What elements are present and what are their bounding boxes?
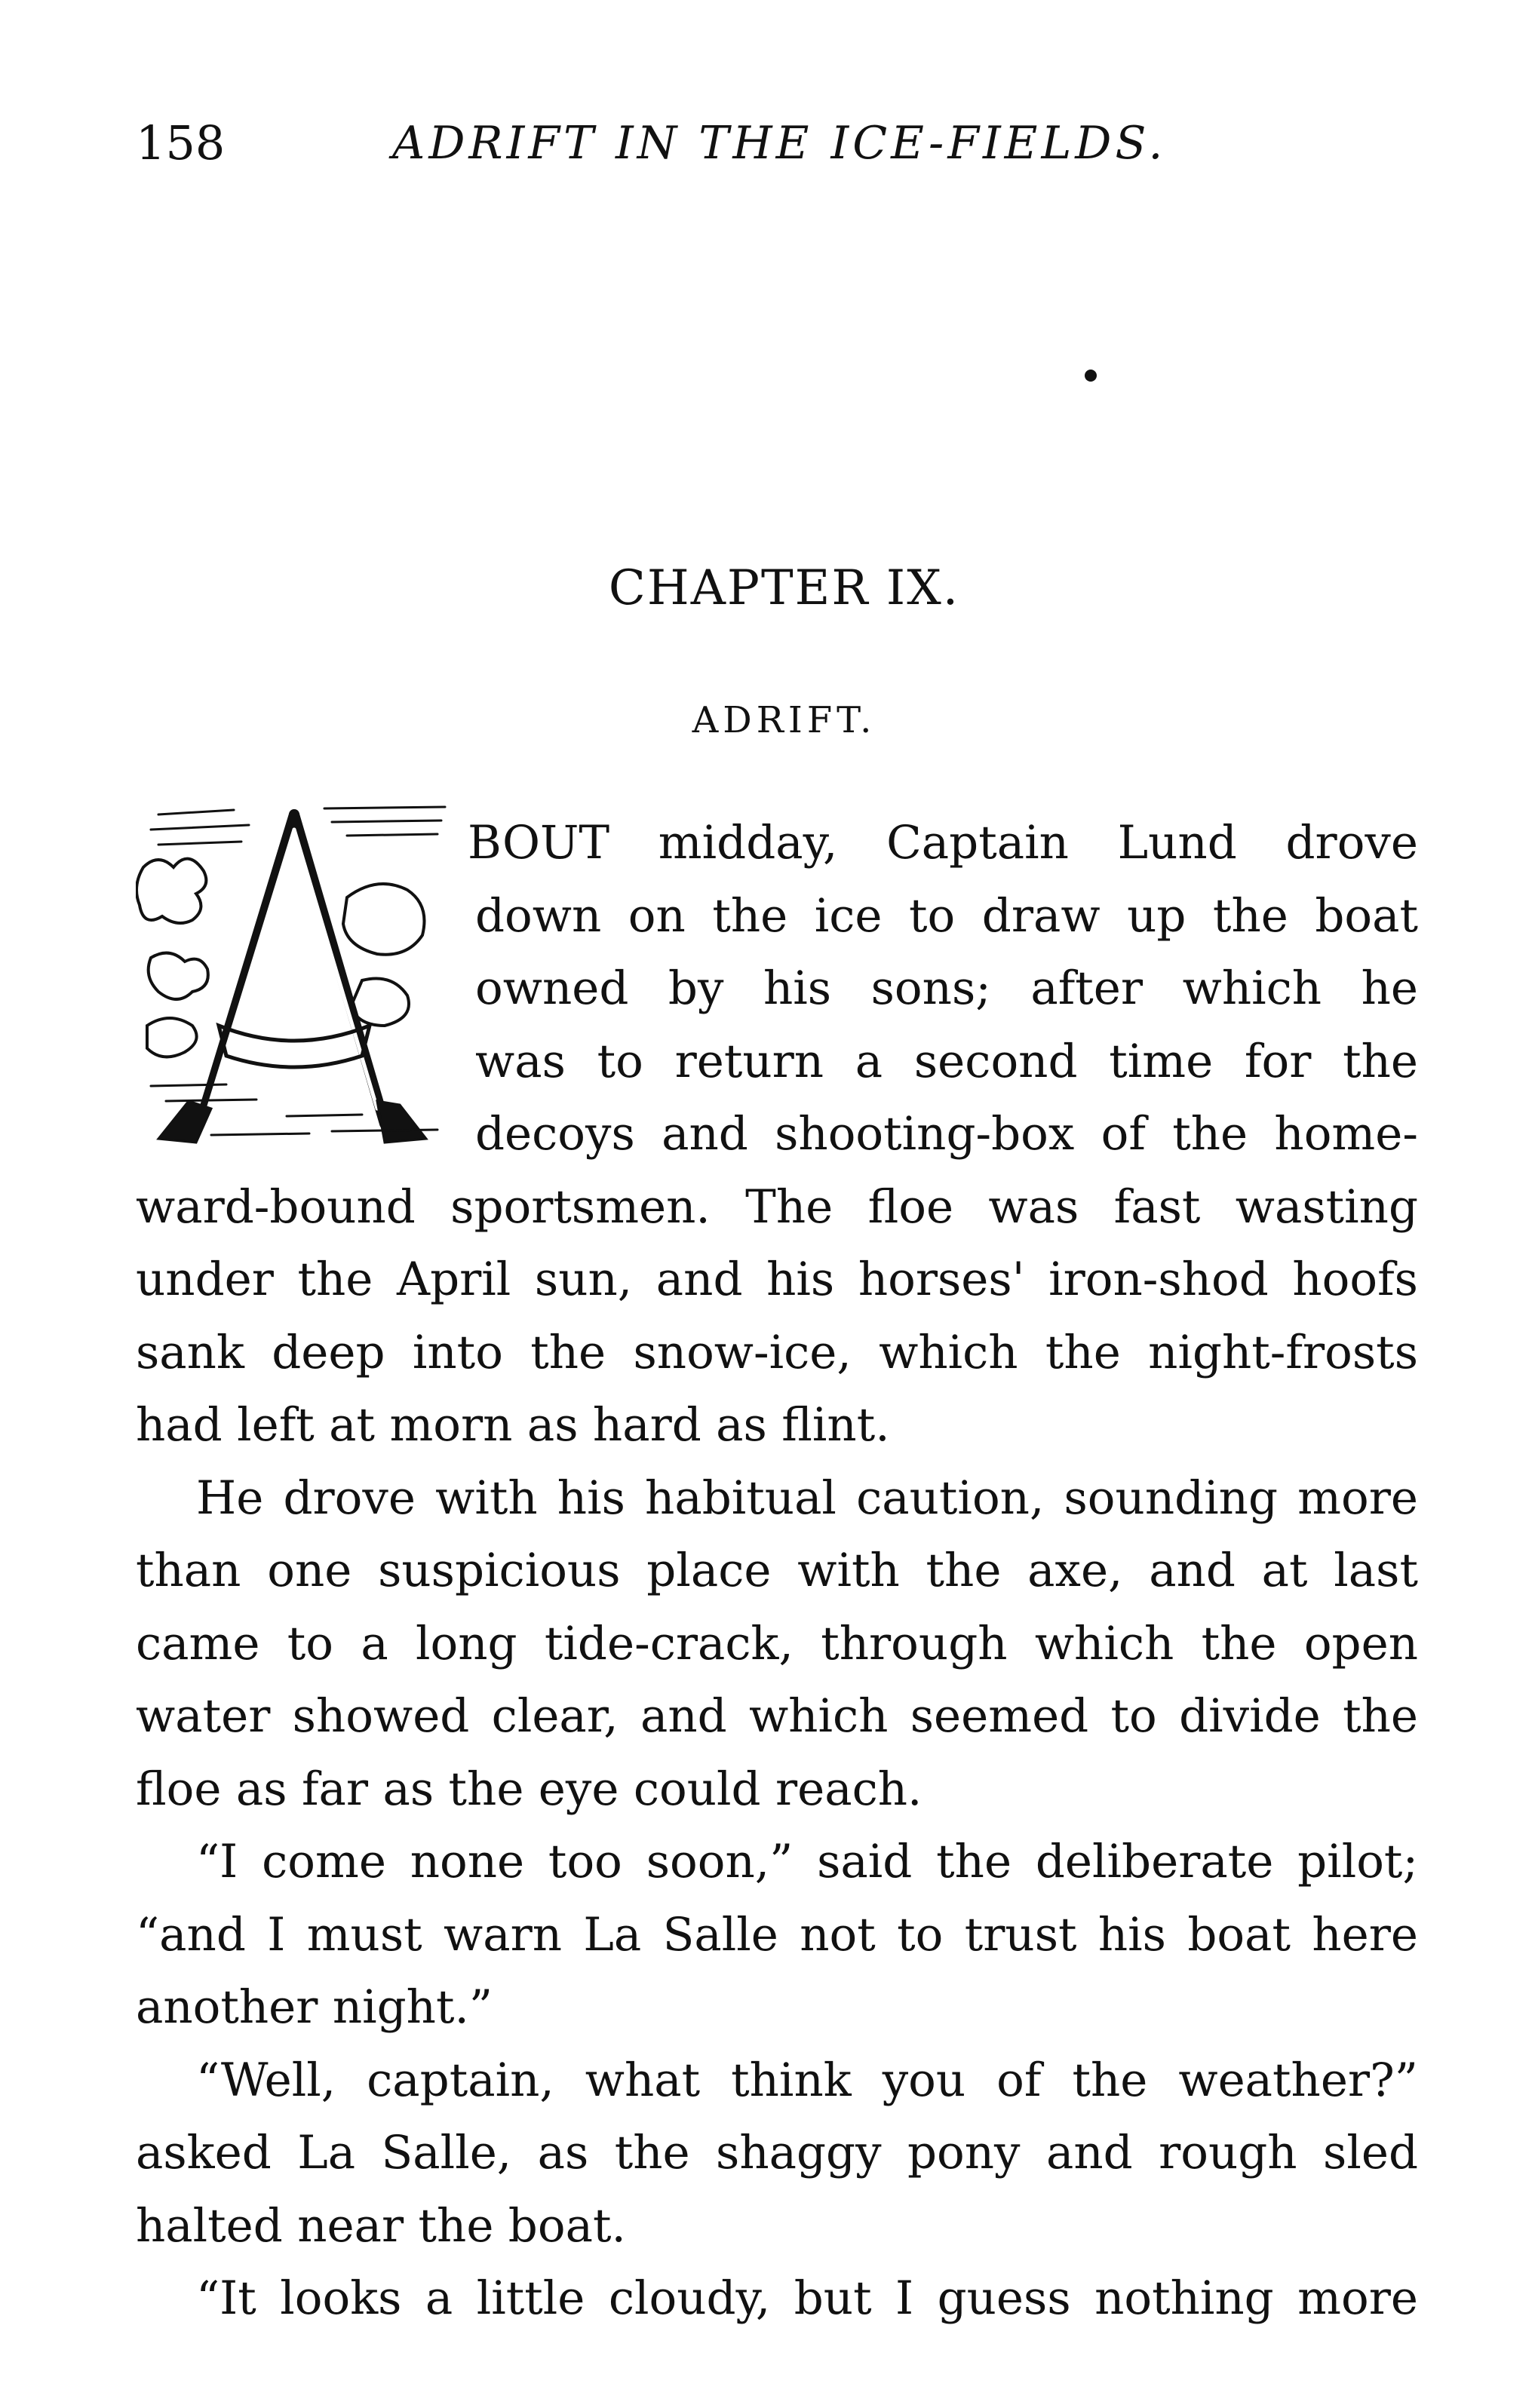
text-line: BOUT midday, Captain Lund drove [468,816,1418,870]
text-line: “It looks a little cloudy, but I guess nothing more [196,2271,1418,2325]
text-line: decoys and shooting-box of the home- [475,1107,1418,1161]
text-line: “Well, captain, what think you of the weather?” [196,2053,1418,2107]
running-title: ADRIFT IN THE ICE-FIELDS. [392,117,1167,170]
chapter-subtitle: ADRIFT. [692,699,876,741]
chapter-heading: CHAPTER IX. [608,560,960,616]
text-line: “I come none too soon,” said the deliberate pilot; [196,1835,1418,1888]
stray-ink-dot [1085,370,1097,382]
page-number: 158 [136,115,226,170]
text-line: asked La Salle, as the shaggy pony and rough sled [136,2126,1418,2179]
text-line: floe as far as the eye could reach. [136,1762,922,1816]
text-line: under the April sun, and his horses' iron-shod hoofs [136,1253,1418,1306]
text-line: “and I must warn La Salle not to trust his boat here [136,1907,1418,1962]
text-line: halted near the boat. [136,2198,626,2253]
text-line: down on the ice to draw up the boat [475,888,1418,943]
text-line: came to a long tide-crack, through which the open [136,1616,1418,1670]
text-line: owned by his sons; after which he [475,962,1418,1015]
text-line: was to return a second time for the [475,1034,1418,1088]
text-line: had left at morn as hard as flint. [136,1398,890,1452]
running-head [136,113,1433,173]
text-line: ward-bound sportsmen. The floe was fast wasting [136,1179,1418,1234]
text-line: another night.” [136,1980,493,2034]
text-line: water showed clear, and which seemed to divide the [136,1689,1418,1743]
text-line: than one suspicious place with the axe, and at last [136,1544,1418,1597]
text-line: sank deep into the snow-ice, which the night-frosts [136,1325,1418,1379]
text-line: He drove with his habitual caution, sounding more [196,1471,1418,1525]
body-text [136,807,1418,2336]
